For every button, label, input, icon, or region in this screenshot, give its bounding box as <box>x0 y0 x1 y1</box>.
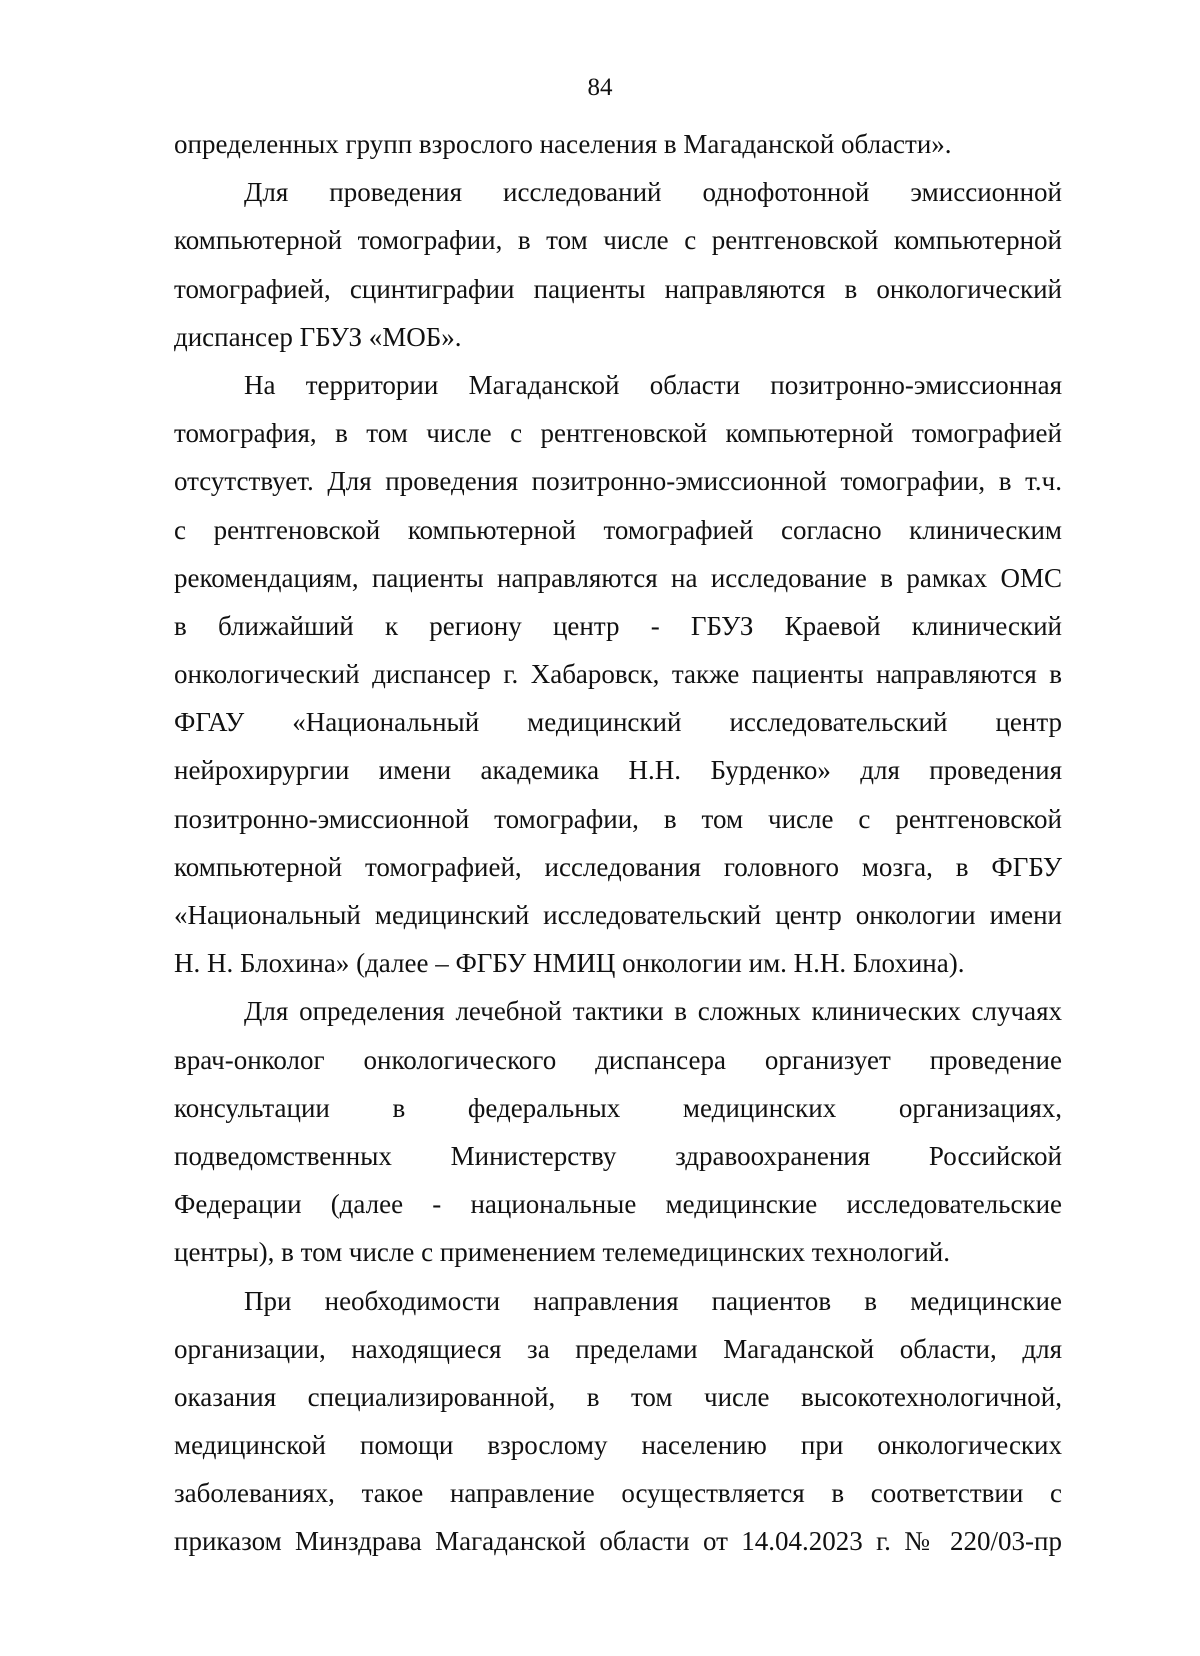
page-number: 84 <box>587 74 613 101</box>
text-line: ФГАУ «Национальный медицинский исследовательский центр <box>174 707 1062 738</box>
text-line: заболеваниях, такое направление осуществляется в соответствии с <box>174 1478 1062 1509</box>
text-line: томография, в том числе с рентгеновской компьютерной томографией <box>174 418 1062 449</box>
text-line: приказом Минздрава Магаданской области от 14.04.2023 г. № 220/03-пр <box>174 1526 1062 1557</box>
text-line: медицинской помощи взрослому населению при онкологических <box>174 1430 1062 1461</box>
text-line: компьютерной томографии, в том числе с рентгеновской компьютерной <box>174 225 1062 256</box>
text-line: Для определения лечебной тактики в сложных клинических случаях <box>244 996 1062 1027</box>
text-line: Федерации (далее - национальные медицинские исследовательские <box>174 1189 1062 1220</box>
text-line: организации, находящиеся за пределами Магаданской области, для <box>174 1333 1062 1364</box>
text-line: онкологический диспансер г. Хабаровск, также пациенты направляются в <box>174 659 1062 690</box>
text-line: «Национальный медицинский исследовательский центр онкологии имени <box>174 900 1062 930</box>
text-line: Для проведения исследований однофотонной эмиссионной <box>244 177 1062 208</box>
text-line: врач-онколог онкологического диспансера организует проведение <box>174 1044 1062 1075</box>
text-line: с рентгеновской компьютерной томографией согласно клиническим <box>174 514 1062 545</box>
text-line: нейрохирургии имени академика Н.Н. Бурденко» для проведения <box>174 755 1062 786</box>
text-line: компьютерной томографией, исследования головного мозга, в ФГБУ <box>174 851 1062 882</box>
document-body <box>174 120 1062 1566</box>
text-line: центры), в том числе с применением телемедицинских технологий. <box>174 1237 950 1268</box>
text-line: На территории Магаданской области позитронно-эмиссионная <box>244 369 1062 400</box>
text-line: оказания специализированной, в том числе высокотехнологичной, <box>174 1381 1062 1412</box>
text-line: определенных групп взрослого населения в Магаданской области». <box>174 129 952 159</box>
text-line: рекомендациям, пациенты направляются на исследование в рамках ОМС <box>174 562 1062 593</box>
text-line: консультации в федеральных медицинских организациях, <box>174 1092 1062 1123</box>
text-line: При необходимости направления пациентов в медицинские <box>244 1285 1062 1316</box>
text-line: томографией, сцинтиграфии пациенты направляются в онкологический <box>174 273 1062 304</box>
text-line: диспансер ГБУЗ «МОБ». <box>174 321 462 352</box>
text-line: в ближайший к региону центр - ГБУЗ Краевой клинический <box>174 610 1062 641</box>
text-line: подведомственных Министерству здравоохранения Российской <box>174 1140 1062 1171</box>
text-line: позитронно-эмиссионной томографии, в том числе с рентгеновской <box>174 803 1062 834</box>
text-line: Н. Н. Блохина» (далее – ФГБУ НМИЦ онкологии им. Н.Н. Блохина). <box>174 948 965 979</box>
text-line: отсутствует. Для проведения позитронно-эмиссионной томографии, в т.ч. <box>174 466 1062 497</box>
